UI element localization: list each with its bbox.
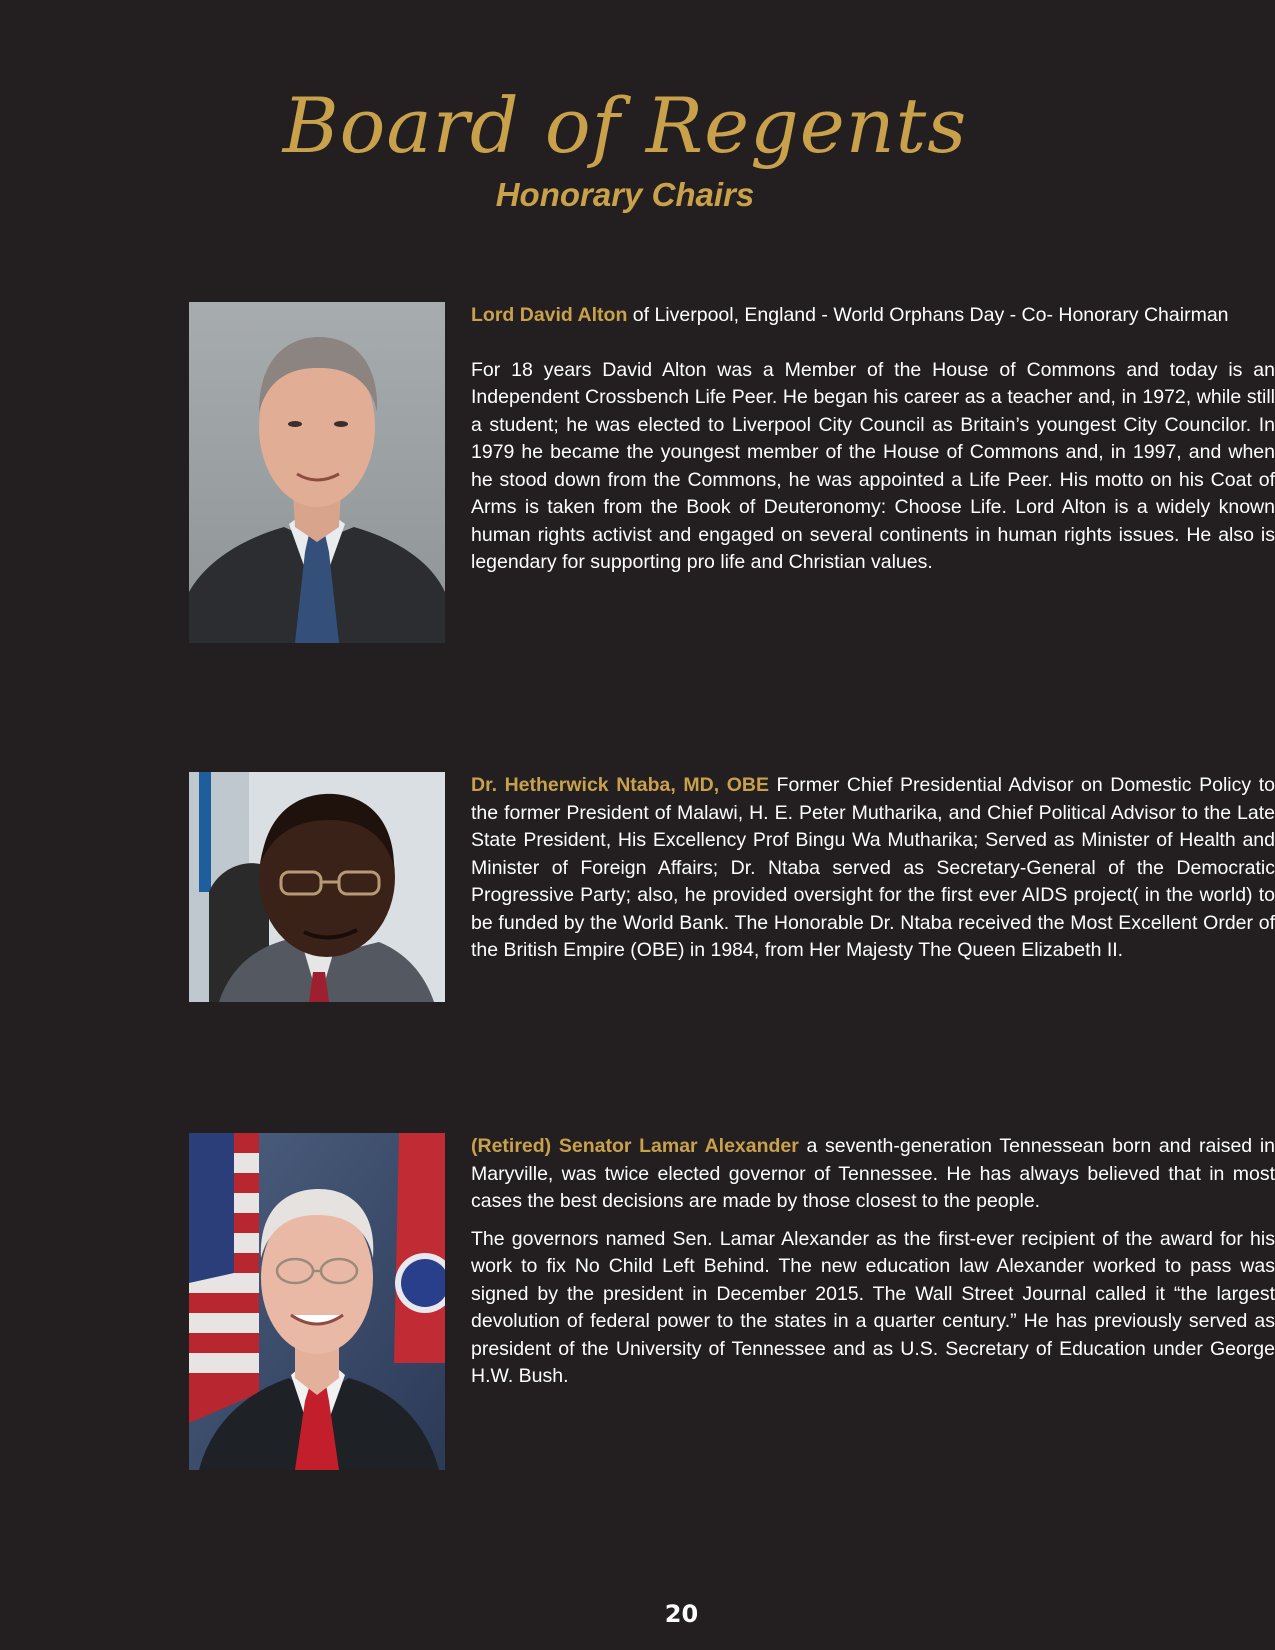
bio-intro — [471, 772, 1275, 965]
page-title: Board of Regents — [282, 81, 968, 170]
bio-name: Dr. Hetherwick Ntaba, MD, OBE — [471, 774, 769, 796]
portrait-photo-lamar-alexander — [189, 1133, 445, 1470]
bio-name: Lord David Alton — [471, 304, 628, 326]
bio-paragraph: The governors named Sen. Lamar Alexander as the first-ever recipient of the award for his work to fix No Child Left Behind. The new education law Alexander worked to pass was signed by the president in December 2015. The Wall Street Journal called it “the largest devolution of federal power to the states in a quarter century.” He has previously served as president of the University of Tennessee and as U.S. Secretary of Education under George H.W. Bush. — [471, 1227, 1275, 1387]
bio-text-lamar-alexander — [471, 1133, 1275, 1391]
bio-intro — [471, 302, 1275, 330]
portrait-photo-hetherwick-ntaba — [189, 772, 445, 1002]
portrait-photo-david-alton — [189, 302, 445, 643]
bio-role: a seventh-generation Tennessean born and raised in Maryville, was twice elected governor of Tennessee. He has always believed that in most cases the best decisions are made by those closest to the people. — [471, 1135, 1275, 1212]
bio-text-david-alton — [471, 302, 1275, 577]
page-number: 20 — [664, 1600, 699, 1628]
bio-paragraph: For 18 years David Alton was a Member of the House of Commons and today is an Independent Crossbench Life Peer. He began his career as a teacher and, in 1972, while still a student; he was elected to Liverpool City Council as Britain’s youngest City Councilor. In 1979 he became the youngest member of the House of Commons and, in 1997, and when he stood down from the Commons, he was appointed a Life Peer. His motto on his Coat of Arms is taken from the Book of Deuteronomy: Choose Life. Lord Alton is a widely known human rights activist and engaged on several continents in human rights issues. He also is legendary for supporting pro life and Christian values. — [471, 358, 1275, 573]
bio-role: of Liverpool, England - World Orphans Day - Co- Honorary Chairman — [627, 304, 1229, 326]
bio-role: Former Chief Presidential Advisor on Domestic Policy to the former President of Malawi, H. E. Peter Mutharika, and Chief Political Advisor to the Late State President, His Excellency Prof Bingu Wa Mutharika; Served as Minister of Health and Minister of Foreign Affairs; Dr. Ntaba served as Secretary-General of the Democratic Progressive Party; also, he provided oversight for the first ever AIDS project( in the world) to be funded by the World Bank. The Honorable Dr. Ntaba received the Most Excellent Order of the British Empire (OBE) in 1984, from Her Majesty The Queen Elizabeth II. — [471, 774, 1275, 961]
bio-name: (Retired) Senator Lamar Alexander — [471, 1135, 799, 1157]
bio-text-hetherwick-ntaba — [471, 772, 1275, 965]
page-subtitle: Honorary Chairs — [495, 176, 755, 213]
bio-intro — [471, 1133, 1275, 1216]
